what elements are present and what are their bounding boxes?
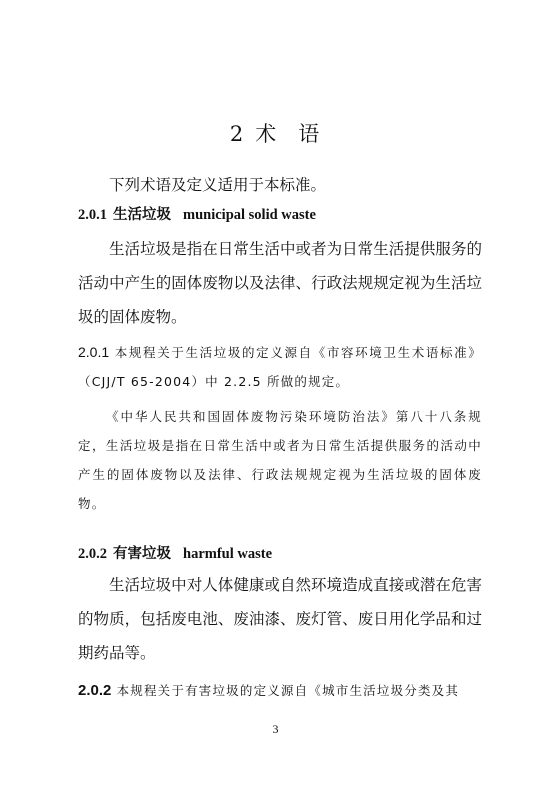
term-definition-1: 生活垃圾是指在日常生活中或者为日常生活提供服务的活动中产生的固体废物以及法律、行政法规规定视为生活垃圾的固体废物。 — [78, 240, 482, 326]
term-english: harmful waste — [183, 546, 273, 562]
term-heading-1 — [78, 204, 316, 226]
term-explanation-1b: 《中华人民共和国固体废物污染环境防治法》第八十八条规定，生活垃圾是指在日常生活中或者为日常生活提供服务的活动中产生的固体废物以及法律、行政法规规定视为生活垃圾的固体废物。 — [78, 409, 482, 511]
explanation-number: 2.0.1 — [78, 344, 110, 360]
explanation-number: 2.0.2 — [78, 682, 112, 699]
page-number: 3 — [272, 722, 279, 736]
chapter-title-char-1: 术 — [255, 122, 279, 146]
chapter-title-char-2: 语 — [298, 122, 322, 146]
term-number: 2.0.1 — [78, 207, 107, 223]
term-english: municipal solid waste — [183, 207, 316, 223]
term-explanation-2 — [78, 676, 482, 705]
term-chinese: 有害垃圾 — [113, 546, 171, 562]
explanation-text: 本规程关于生活垃圾的定义源自《市容环境卫生术语标准》（CJJ/T 65-2004）中 2.2.5 所做的规定。 — [78, 345, 482, 389]
term-number: 2.0.2 — [78, 546, 107, 562]
term-definition-2: 生活垃圾中对人体健康或自然环境造成直接或潜在危害的物质，包括废电池、废油漆、废灯管、废日用化学品和过期药品等。 — [78, 576, 482, 662]
chapter-number: 2 — [229, 122, 246, 146]
explanation-text: 本规程关于有害垃圾的定义源自《城市生活垃圾分类及其 — [116, 683, 460, 698]
intro-paragraph: 下列术语及定义适用于本标准。 — [109, 176, 327, 194]
term-heading-2 — [78, 543, 272, 565]
term-explanation-1 — [78, 338, 482, 396]
chapter-title — [0, 118, 551, 148]
term-chinese: 生活垃圾 — [113, 207, 171, 223]
